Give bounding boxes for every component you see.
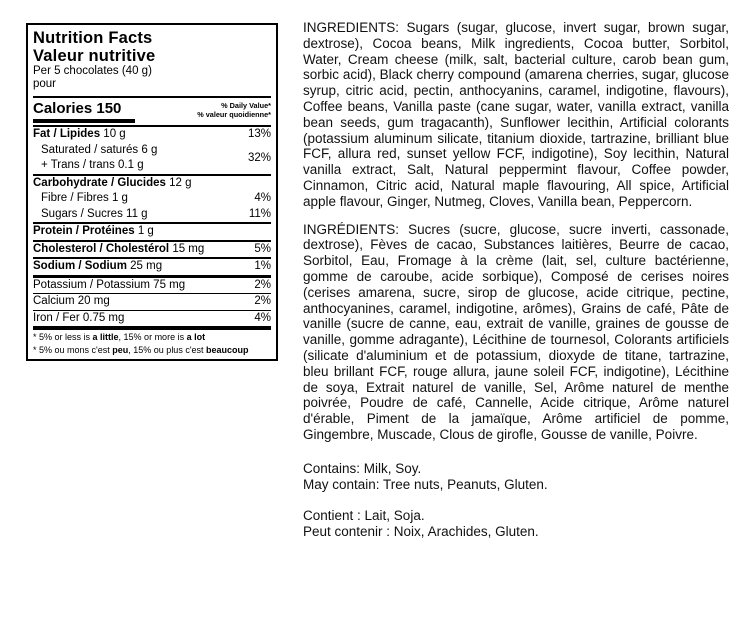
footnote-fr: * 5% ou mons c'est peu, 15% ou plus c'est beaucoup xyxy=(33,344,249,355)
sodium-name: Sodium / Sodium xyxy=(33,260,127,272)
sugars-amount: 11 g xyxy=(126,207,148,220)
calcium-amount: 20 mg xyxy=(77,295,110,307)
cholesterol-percent: 5% xyxy=(254,242,271,255)
calories-row xyxy=(33,98,271,125)
fibre-percent: 4% xyxy=(254,192,271,204)
contains-statement-fr: Contient : Lait, Soja. xyxy=(303,508,425,524)
row-saturated xyxy=(33,143,244,159)
ingredients-paragraph-fr: INGRÉDIENTS: Sucres (sucre, glucose, sucre inverti, cassonade, dextrose), Fèves de cacao, Substances laitières, Beurre de cacao, Sorbitol, Eau, Fromage à la crème (lait, sel, culture bactérienne, gomme de caroube, acide sorbique), Composé de cerises noires (cerises amarena, sucre, sirop de glucose, acide citrique, pectine, anthocyanines, caramel, indigotine, arômes), Grains de café, Pâte de vanille (sucre de canne, eau, extrait de vanille, graines de gousse de vanille, gomme adragante), Lécithine de tournesol, Colorants artificiels (silicate d'aluminium et de potassium, dioxyde de titane, tartrazine, bleu brillant FCF, rouge allura, jaune soleil FCF, indigotine), Lécithine de soya, Extrait naturel de vanille, Sel, Arôme naturel de menthe poivrée, Poudre de café, Cannelle, Acide citrique, Arôme naturel d'érable, Piment de la jamaïque, Arôme artificiel de pomme, Gingembre, Muscade, Clous de girofle, Gousse de vanille, Poivre. xyxy=(303,221,729,442)
fat-amount: 10 g xyxy=(103,128,126,140)
may-contain-statement-fr: Peut contenir : Noix, Arachides, Gluten. xyxy=(303,524,539,540)
row-iron xyxy=(33,311,271,327)
saturated-trans-percent: 32% xyxy=(247,152,271,164)
potassium-name: Potassium / Potassium xyxy=(33,278,150,291)
ingredients-paragraph-en: INGREDIENTS: Sugars (sugar, glucose, invert sugar, brown sugar, dextrose), Cocoa beans, Milk ingredients, Cocoa butter, Sorbitol, Water, Cream cheese (milk, salt, bacterial culture, carob bean gum, sorbic acid), Black cherry compound (amarena cherries, sugar, glucose syrup, citric acid, pectin, anthocyanins, caramel, indigotine, flavours), Coffee beans, Vanilla paste (cane sugar, water, vanilla extract, vanilla bean seeds, gum tragacanth), Sunflower lecithin, Artificial colorants (potassium aluminum silicate, titanium dioxide, tartrazine, brilliant blue FCF, allura red, sunset yellow FCF, indigotine), Soy lecithin, Natural vanilla extract, Salt, Natural peppermint flavour, Coffee powder, Cinnamon, Citric acid, Natural maple flavouring, All spice, Artificial apple flavour, Ginger, Nutmeg, Cloves, Vanilla bean, Peppercorn. xyxy=(303,20,729,209)
serving-size-fr: pour xyxy=(33,78,57,90)
fat-percent: 13% xyxy=(247,128,271,140)
row-fat xyxy=(33,127,271,143)
daily-value-header-fr: % valeur quoidienne* xyxy=(197,109,271,119)
row-sodium xyxy=(33,259,271,275)
cholesterol-amount: 15 mg xyxy=(172,242,205,255)
calcium-percent: 2% xyxy=(254,295,271,307)
protein-name: Protein / Protéines xyxy=(33,225,135,237)
row-cholesterol xyxy=(33,242,271,258)
calcium-name: Calcium xyxy=(33,295,75,307)
row-sugars xyxy=(33,207,271,223)
sugars-percent: 11% xyxy=(248,207,271,220)
carbohydrate-amount: 12 g xyxy=(169,176,192,189)
saturated-amount: 6 g xyxy=(141,143,158,156)
calories-value: Calories 150 xyxy=(33,101,135,123)
daily-value-header xyxy=(197,101,271,120)
footnote-en: * 5% or less is a little, 15% or more is a lot xyxy=(33,332,206,342)
may-contain-statement-en: May contain: Tree nuts, Peanuts, Gluten. xyxy=(303,476,548,492)
saturated-name: Saturated / saturés xyxy=(41,143,139,156)
iron-name: Iron / Fer xyxy=(33,311,80,324)
potassium-percent: 2% xyxy=(254,278,271,291)
nutrition-facts-title-en: Nutrition Facts xyxy=(33,29,153,47)
fibre-name: Fibre / Fibres xyxy=(41,192,109,204)
row-potassium xyxy=(33,278,271,294)
row-carbohydrate xyxy=(33,176,271,192)
sugars-name: Sugars / Sucres xyxy=(41,207,123,220)
nutrition-facts-panel xyxy=(26,23,278,361)
trans-name: + Trans / trans xyxy=(41,159,115,171)
iron-percent: 4% xyxy=(254,311,271,324)
fibre-amount: 1 g xyxy=(111,192,128,204)
serving-size-en: Per 5 chocolates (40 g) xyxy=(33,65,152,77)
potassium-amount: 75 mg xyxy=(153,278,186,291)
row-group-saturated-trans xyxy=(33,143,271,174)
iron-amount: 0.75 mg xyxy=(82,311,125,324)
allergen-statements xyxy=(303,461,729,540)
row-protein xyxy=(33,224,271,240)
contains-statement-en: Contains: Milk, Soy. xyxy=(303,460,422,476)
carbohydrate-name: Carbohydrate / Glucides xyxy=(33,176,166,189)
trans-amount: 0.1 g xyxy=(118,159,144,171)
cholesterol-name: Cholesterol / Cholestérol xyxy=(33,242,170,255)
row-trans xyxy=(33,158,244,174)
protein-amount: 1 g xyxy=(137,225,154,237)
sodium-percent: 1% xyxy=(254,260,271,272)
daily-value-header-en: % Daily Value* xyxy=(221,101,271,110)
ingredients-column xyxy=(303,20,729,540)
nutrition-facts-title-fr: Valeur nutritive xyxy=(33,47,156,65)
row-calcium xyxy=(33,294,271,310)
row-fibre xyxy=(33,191,271,207)
sodium-amount: 25 mg xyxy=(130,260,163,272)
fat-name: Fat / Lipides xyxy=(33,128,101,140)
